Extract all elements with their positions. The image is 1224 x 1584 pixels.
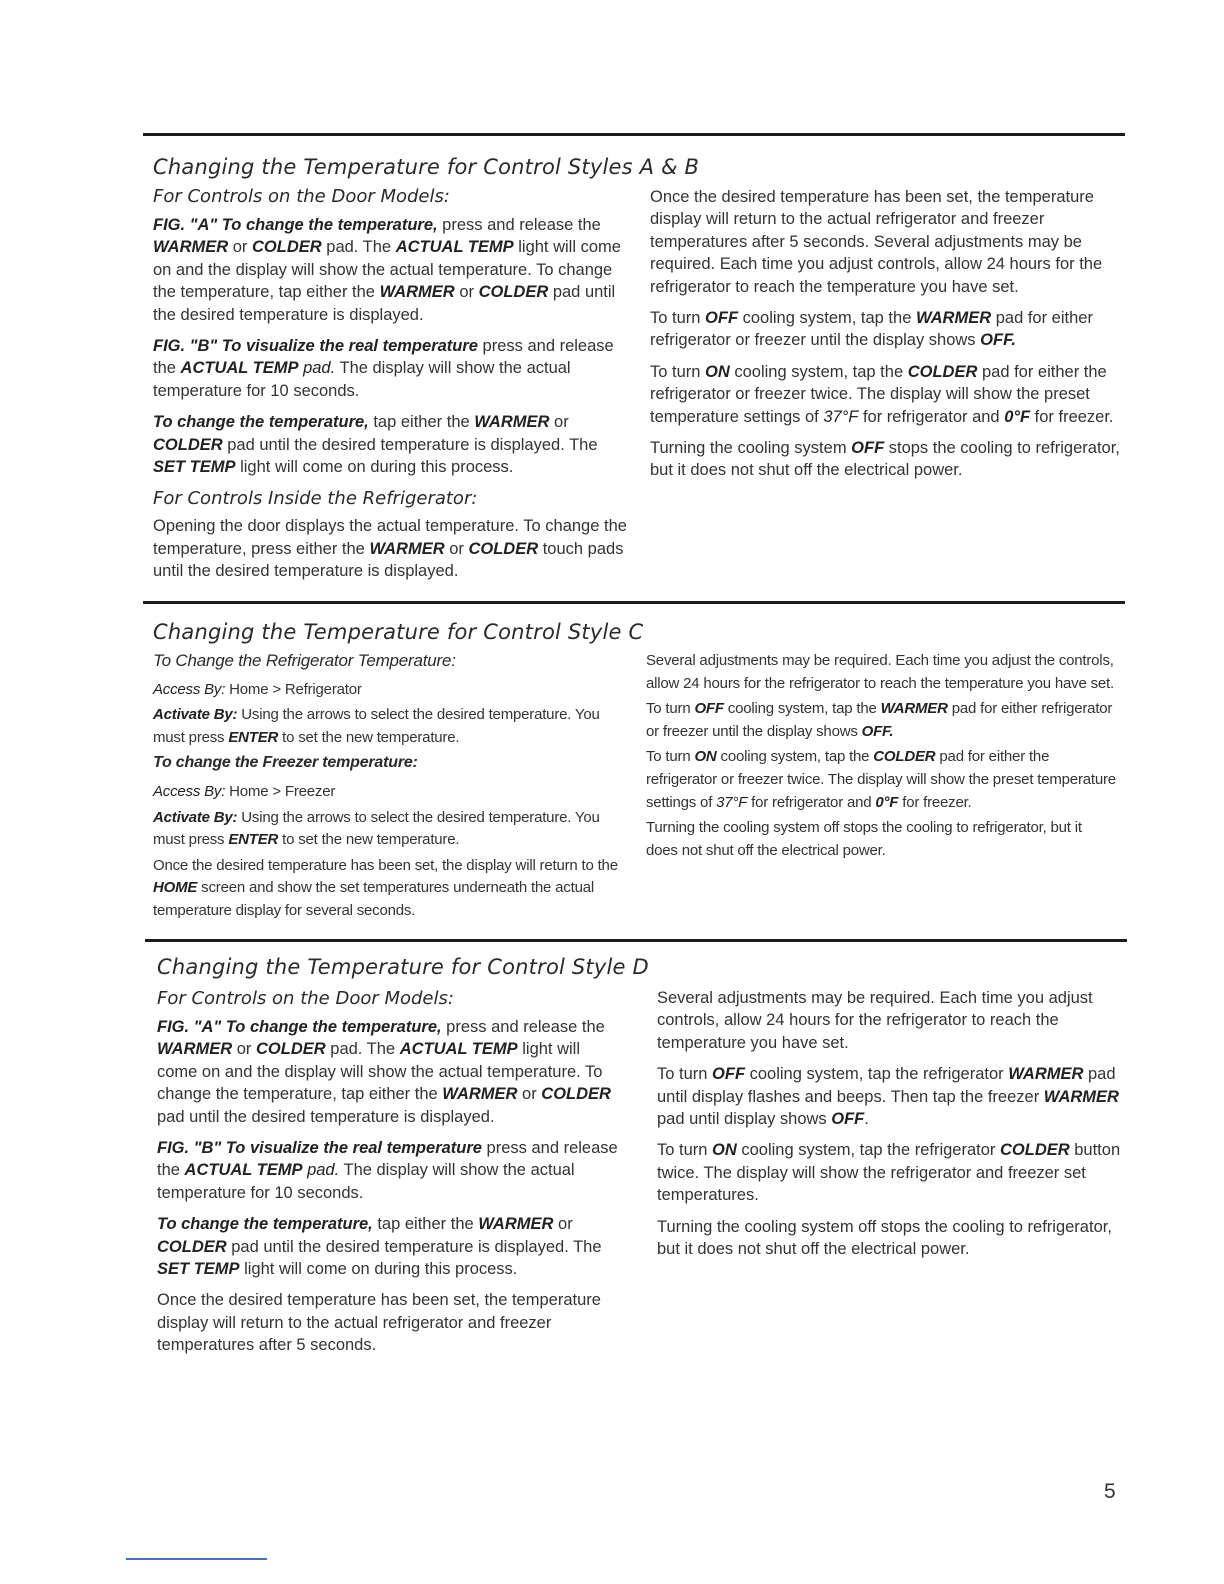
section-title: Changing the Temperature for Control Styles A & B [153, 155, 700, 179]
paragraph-activate-refrigerator: Activate By: Using the arrows to select the desired temperature. You must press ENTER to set the new temperature. [153, 706, 600, 746]
subheading-freezer-temp: To change the Freezer temperature: [153, 754, 418, 772]
paragraph-fig-a: FIG. "A" To change the temperature, press and release the WARMER or COLDER pad. The ACTUAL TEMP light will come on and the display will show the actual temperature. To change the temperature, tap either the WARMER or COLDER pad until the desired temperature is displayed. [157, 1018, 611, 1126]
paragraph-adjustments: Several adjustments may be required. Each time you adjust controls, allow 24 hours for the refrigerator to reach the temperature you have set. [657, 989, 1093, 1052]
left-column [153, 185, 631, 592]
paragraph-turn-on: To turn ON cooling system, tap the COLDER pad for either the refrigerator or freezer twice. The display will show the preset temperature settings of 37°F for refrigerator and 0°F for freezer. [646, 748, 1116, 811]
paragraph-adjustments: Several adjustments may be required. Each time you adjust the controls, allow 24 hours for the refrigerator to reach the temperature you have set. [646, 652, 1114, 692]
section-divider-top [143, 133, 1125, 136]
right-column [657, 987, 1135, 1269]
subheading-door-models: For Controls on the Door Models: [153, 186, 450, 207]
paragraph-fig-b: FIG. "B" To visualize the real temperature press and release the ACTUAL TEMP pad. The display will show the actual temperature for 10 seconds. [153, 337, 614, 400]
left-column [157, 987, 619, 1366]
paragraph-inside-controls: Opening the door displays the actual temperature. To change the temperature, press either the WARMER or COLDER touch pads until the desired temperature is displayed. [153, 517, 627, 581]
paragraph-turning-off: Turning the cooling system OFF stops the cooling to refrigerator, but it does not shut off the electrical power. [650, 439, 1120, 480]
section-divider-d [145, 939, 1127, 942]
paragraph-turn-off: To turn OFF cooling system, tap the refrigerator WARMER pad until display flashes and beeps. Then tap the freezer WARMER pad until display shows OFF. [657, 1065, 1119, 1129]
subheading-refrigerator-temp: To Change the Refrigerator Temperature: [153, 651, 456, 670]
section-title: Changing the Temperature for Control Style D [157, 955, 649, 979]
paragraph-turning-off: Turning the cooling system off stops the cooling to refrigerator, but it does not shut off the electrical power. [646, 819, 1082, 859]
right-column [646, 650, 1116, 865]
paragraph-once-set: Once the desired temperature has been set, the display will return to the HOME screen and show the set temperatures underneath the actual temperature display for several seconds. [153, 856, 618, 919]
paragraph-activate-freezer: Activate By: Using the arrows to select the desired temperature. You must press ENTER to set the new temperature. [153, 808, 600, 849]
section-title: Changing the Temperature for Control Style C [153, 620, 644, 644]
paragraph-turn-on: To turn ON cooling system, tap the refrigerator COLDER button twice. The display will show the refrigerator and freezer set temperatures. [657, 1141, 1121, 1205]
paragraph-access-refrigerator: Access By: Home > Refrigerator [153, 680, 362, 698]
paragraph-once-set: Once the desired temperature has been set, the temperature display will return to the actual refrigerator and freezer temperatures after 5 seconds. Several adjustments may be required. Each time you adjust controls, allow 24 hours for the refrigerator to reach the temperature you have set. [650, 188, 1103, 296]
footer-link-underline [126, 1558, 267, 1560]
right-column [650, 186, 1125, 491]
paragraph-once-set: Once the desired temperature has been set, the temperature display will return to the actual refrigerator and freezer temperatures after 5 seconds. [157, 1291, 601, 1355]
left-column [153, 650, 631, 926]
paragraph-change-temp: To change the temperature, tap either the WARMER or COLDER pad until the desired temperature is displayed. The SET TEMP light will come on during this process. [157, 1215, 602, 1279]
subheading-inside-refrigerator: For Controls Inside the Refrigerator: [153, 488, 478, 510]
paragraph-access-freezer: Access By: Home > Freezer [153, 782, 336, 800]
paragraph-turn-on: To turn ON cooling system, tap the COLDER pad for either the refrigerator or freezer twice. The display will show the preset temperature settings of 37°F for refrigerator and 0°F for freezer. [650, 362, 1114, 426]
paragraph-turn-off: To turn OFF cooling system, tap the WARMER pad for either refrigerator or freezer until the display shows OFF. [646, 700, 1113, 740]
paragraph-fig-b: FIG. "B" To visualize the real temperature press and release the ACTUAL TEMP pad. The display will show the actual temperature for 10 seconds. [157, 1139, 618, 1202]
paragraph-turning-off: Turning the cooling system off stops the cooling to refrigerator, but it does not shut off the electrical power. [657, 1217, 1112, 1259]
paragraph-fig-a: FIG. "A" To change the temperature, press and release the WARMER or COLDER pad. The ACTUAL TEMP light will come on and the display will show the actual temperature. To change the temperature, tap either the WARMER or COLDER pad until the desired temperature is displayed. [153, 216, 621, 324]
page-number: 5 [1104, 1480, 1116, 1503]
section-divider-c [143, 601, 1125, 604]
subheading-door-models: For Controls on the Door Models: [157, 988, 454, 1009]
paragraph-change-temp: To change the temperature, tap either the WARMER or COLDER pad until the desired temperature is displayed. The SET TEMP light will come on during this process. [153, 413, 598, 477]
paragraph-turn-off: To turn OFF cooling system, tap the WARMER pad for either refrigerator or freezer until the display shows OFF. [650, 309, 1093, 350]
